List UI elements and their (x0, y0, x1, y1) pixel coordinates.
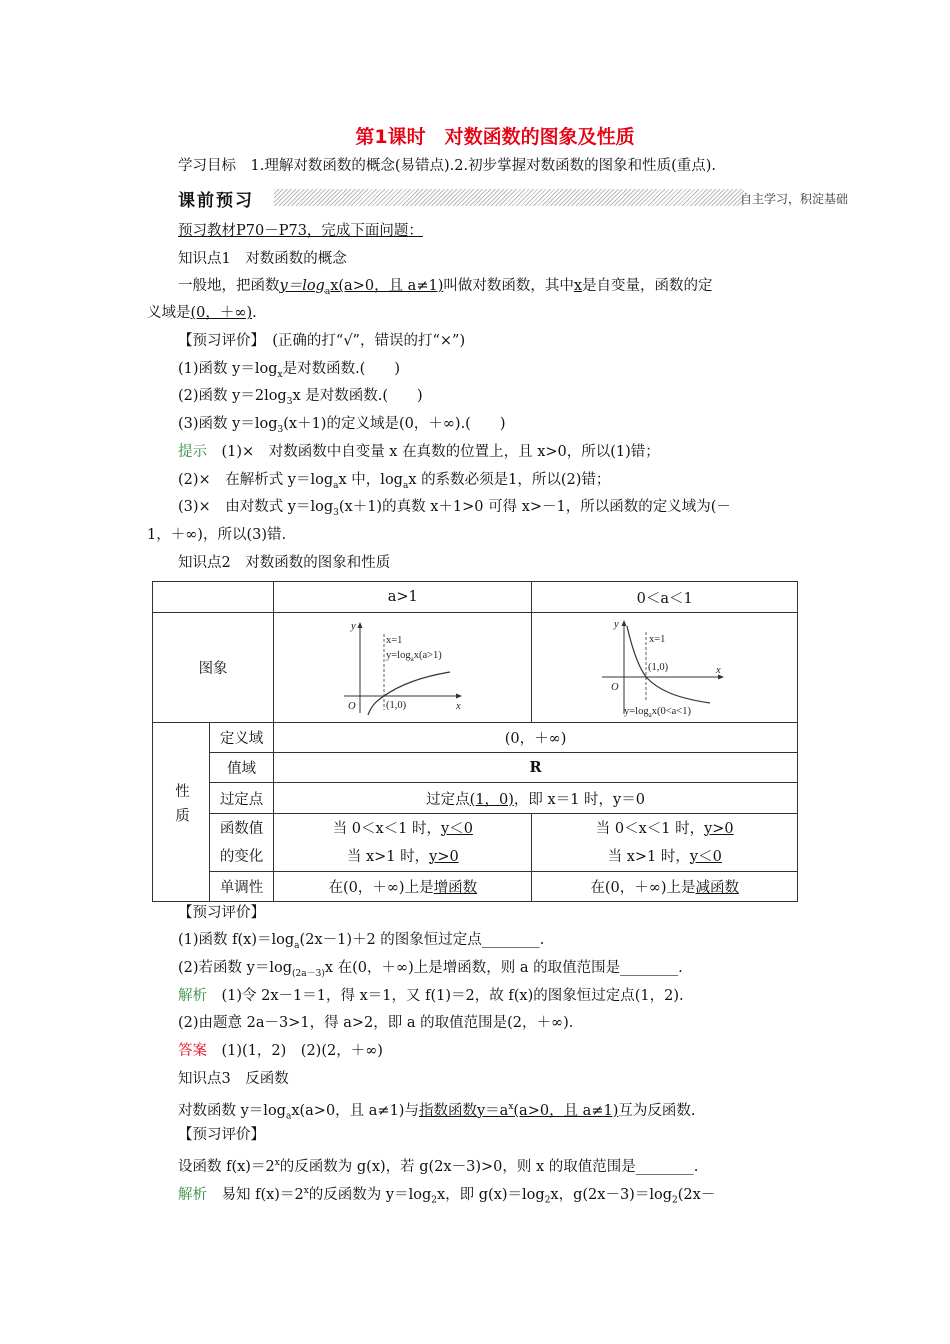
fixed-point-label: 过定点 (210, 783, 274, 814)
page-title: 第1课时 对数函数的图象及性质 (355, 126, 635, 148)
eval2-solution1: 解析 (1)令 2x－1＝1，得 x＝1，又 f(1)＝2，故 f(x)的图象恒过定点(1，2). (178, 988, 684, 1004)
graph-increasing-cell (274, 613, 532, 723)
origin-label: O (347, 700, 356, 712)
y-axis-arrow (357, 622, 362, 628)
point-label: (1,0) (385, 699, 406, 711)
eval3-solution: 解析 易知 $f(x)=2^x$的反函数为 $y=\log_2x$，即 $g(x)=\log_2x$，$g(2x-3)=\log_2(2x-$ (178, 1186, 716, 1206)
eval2-q2: (2)若函数 $y=\log_{(2a-3)}x$ 在(0，＋∞)上是增函数，则 a 的取值范围是________. (178, 960, 683, 979)
y-axis-arrow (621, 620, 626, 626)
x-label: x (455, 700, 461, 712)
kp3-statement: 对数函数 $y=\log_ax(a>0$，且 a≠1)与指数函数$y=a^x(a>0$，且 a≠1)互为反函数. (178, 1102, 696, 1122)
eval3-question: 设函数 $f(x)=2^x$的反函数为 g(x)，若 g(2x－3)>0，则 x 的取值范围是________. (178, 1158, 699, 1175)
log-curve (368, 672, 450, 715)
properties-label: 性质 (153, 723, 210, 902)
header-a-gt-1: a>1 (274, 582, 532, 613)
eval1-hint2: (2)× 在解析式 $y=\log_ax$ 中，$\log_ax$ 的系数必须是1，所以(2)错； (178, 472, 611, 491)
curve-label: $y=\log_ax(a>1)$ (385, 649, 442, 663)
kp3-heading: 知识点3 反函数 (178, 1071, 289, 1087)
value-change-decreasing: 当 0＜x＜1 时，y>0 当 x>1 时，y＜0 (532, 814, 798, 872)
x-label: x (715, 664, 721, 676)
graph-label: 图象 (153, 613, 274, 723)
line-label: x=1 (648, 633, 666, 645)
log-curve (627, 626, 710, 703)
monotonicity-increasing: 在(0，＋∞)上是增函数 (274, 872, 532, 902)
banner-label: 课前预习 (178, 191, 254, 211)
kp1-heading: 知识点1 对数函数的概念 (178, 251, 347, 267)
banner-subtitle: 自主学习，积淀基础 (739, 192, 848, 206)
kp1-definition: 一般地，把函数$y=\log_ax(a>0$，且 a≠1)叫做对数函数，其中x是自变量，函数的定 (178, 278, 713, 297)
y-label: y (613, 618, 619, 630)
domain-label: 定义域 (210, 723, 274, 753)
kp1-definition-cont: 义域是(0，＋∞). (147, 305, 257, 321)
increasing-log-graph (338, 620, 468, 716)
range-label: 值域 (210, 753, 274, 783)
eval1-q3: (3)函数 $y=\log_3(x+1)$的定义域是(0，＋∞).( ) (178, 416, 506, 435)
properties-table (152, 581, 798, 902)
preview-instruction: 预习教材P70－P73，完成下面问题： (178, 223, 423, 239)
section-banner (178, 186, 848, 210)
range-value: R (274, 753, 798, 783)
value-change-increasing: 当 0＜x＜1 时，y＜0 当 x>1 时，y>0 (274, 814, 532, 872)
eval1-hint1: 提示 (1)× 对数函数中自变量 x 在真数的位置上，且 x>0，所以(1)错； (178, 444, 660, 460)
fixed-point-value: 过定点(1，0)，即 x＝1 时，y＝0 (274, 783, 798, 814)
table-corner (153, 582, 274, 613)
graph-decreasing-cell (532, 613, 798, 723)
kp2-heading: 知识点2 对数函数的图象和性质 (178, 555, 391, 571)
eval1-q1: (1)函数 $y=\log_x$是对数函数.( ) (178, 361, 401, 380)
domain-value: (0，＋∞) (274, 723, 798, 753)
x-axis-arrow (456, 693, 462, 698)
monotonicity-decreasing: 在(0，＋∞)上是减函数 (532, 872, 798, 902)
eval1-heading: 【预习评价】 (正确的打“√”，错误的打“×”) (178, 333, 466, 349)
banner-hatch (274, 189, 744, 206)
eval1-q2: (2)函数 $y=2\log_3x$ 是对数函数.( ) (178, 388, 423, 407)
header-a-lt-1: 0＜a＜1 (532, 582, 798, 613)
line-label: x=1 (385, 634, 403, 646)
y-label: y (350, 620, 356, 632)
point-label: (1,0) (647, 661, 668, 673)
learning-objectives: 学习目标 1.理解对数函数的概念(易错点).2.初步掌握对数函数的图象和性质(重点). (178, 158, 717, 174)
eval2-q1: (1)函数 $f(x)=\log_a(2x-1)+2$ 的图象恒过定点________. (178, 932, 545, 951)
curve-label: $y=\log_ax(0<a<1)$ (623, 705, 691, 718)
eval2-heading: 【预习评价】 (178, 905, 265, 921)
eval2-solution2: (2)由题意 2a－3>1，得 a>2，即 a 的取值范围是(2，＋∞). (178, 1015, 574, 1031)
monotonicity-label: 单调性 (210, 872, 274, 902)
value-change-label: 函数值 的变化 (210, 814, 274, 872)
eval2-answer: 答案 (1)(1，2) (2)(2，＋∞) (178, 1043, 383, 1059)
eval3-heading: 【预习评价】 (178, 1127, 265, 1143)
eval1-hint4: 1，＋∞)，所以(3)错. (147, 527, 287, 543)
eval1-hint3: (3)× 由对数式 $y=\log_3(x+1)$的真数 x＋1>0 可得 x>－1，所以函数的定义域为(－ (178, 499, 731, 518)
origin-label: O (610, 681, 619, 693)
decreasing-log-graph (600, 618, 730, 718)
